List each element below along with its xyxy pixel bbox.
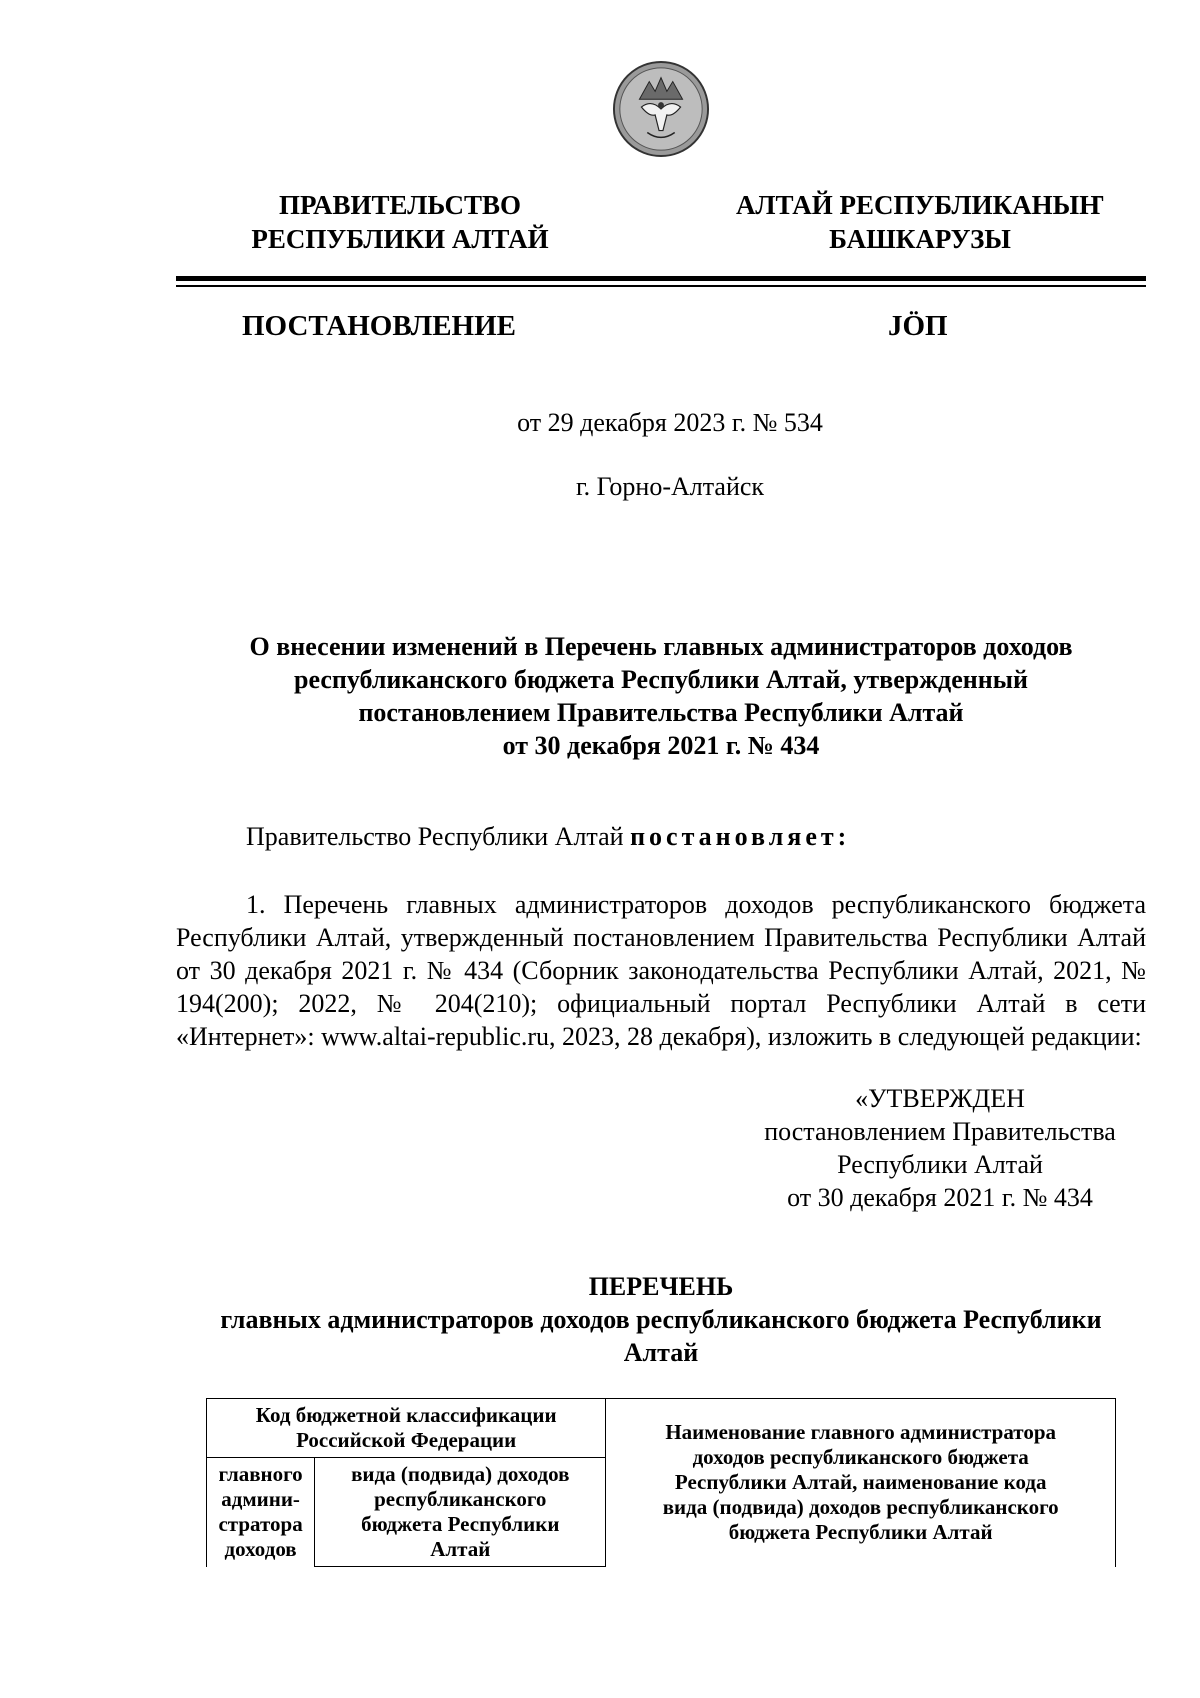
col1-header-line: главного [218,1462,303,1487]
col3-header-line: доходов республиканского бюджета [692,1445,1029,1470]
approved-line: от 30 декабря 2021 г. № 434 [787,1183,1093,1212]
table-header-row [207,1399,1116,1458]
header-divider-thin [176,285,1146,287]
header-divider-thick [176,276,1146,281]
list-title [176,1270,1146,1369]
list-title-line: главных администраторов доходов республиканского бюджета Республики [220,1305,1102,1334]
title-line: О внесении изменений в Перечень главных администраторов доходов [249,632,1073,661]
header-right-line: БАШКАРУЗЫ [829,224,1011,254]
paragraph-1-text: 1. Перечень главных администраторов доходов республиканского бюджета Республики Алтай, утвержденный постановлением Правительства Республики Алтай от 30 декабря 2021 г. № 434 (Сборник законодательства Республики Алтай, 2021, № 194(200); 2022, № 204(210); официальный портал Республики Алтай в сети «Интернет»: www.altai-republic.ru, 2023, 28 декабря), изложить в следующей редакции: [176,890,1146,1051]
list-title-line: ПЕРЕЧЕНЬ [588,1272,734,1301]
col3-header-line: бюджета Республики Алтай [728,1520,993,1545]
document-date-number: от 29 декабря 2023 г. № 534 [517,408,823,437]
title-line: республиканского бюджета Республики Алтай, утвержденный [294,665,1028,694]
col2-header-line: Алтай [430,1537,491,1561]
table-header-name-column [606,1399,1116,1567]
list-title-line: Алтай [623,1338,699,1367]
document-title [176,630,1146,762]
header-right-line: АЛТАЙ РЕСПУБЛИКАНЫҤ [735,190,1105,220]
col3-header-line: вида (подвида) доходов республиканского [662,1495,1059,1520]
approved-line: Республики Алтай [837,1150,1043,1179]
table-header-income-type [315,1458,606,1567]
header-left-line: ПРАВИТЕЛЬСТВО [278,190,522,220]
group-header-line: Российской Федерации [296,1428,517,1452]
header-right [710,188,1130,256]
approved-stamp-text [720,1082,1160,1214]
col2-header-line: вида (подвида) доходов [351,1462,570,1486]
decree-statement [246,822,850,852]
doc-type-russian: ПОСТАНОВЛЕНИЕ [242,310,517,342]
decree-verb: постановляет: [630,822,851,851]
col3-header-line: Наименование главного администратора [665,1420,1057,1445]
paragraph-1 [176,888,1146,1053]
title-line: от 30 декабря 2021 г. № 434 [502,731,820,760]
header-left [200,188,600,256]
doc-type-altai: JӦП [888,310,948,342]
col3-header-line: Республики Алтай, наименование кода [674,1470,1047,1495]
decree-subject: Правительство Республики Алтай [246,822,624,851]
col1-header-line: стратора [218,1512,303,1537]
table-header-admin-code [207,1458,315,1567]
col1-header-line: админи- [221,1487,300,1512]
title-line: постановлением Правительства Республики Алтай [358,698,964,727]
group-header-line: Код бюджетной классификации [255,1403,557,1427]
administrators-table [206,1398,1116,1567]
document-city: г. Горно-Алтайск [575,472,765,501]
col1-header-line: доходов [224,1537,297,1562]
col2-header-line: бюджета Республики [361,1512,560,1536]
approved-line: постановлением Правительства [764,1117,1116,1146]
header-left-line: РЕСПУБЛИКИ АЛТАЙ [251,224,549,254]
col2-header-line: республиканского [374,1487,547,1511]
coat-of-arms-emblem [612,60,710,158]
table-group-header [207,1399,606,1458]
approved-line: «УТВЕРЖДЕН [855,1084,1025,1113]
